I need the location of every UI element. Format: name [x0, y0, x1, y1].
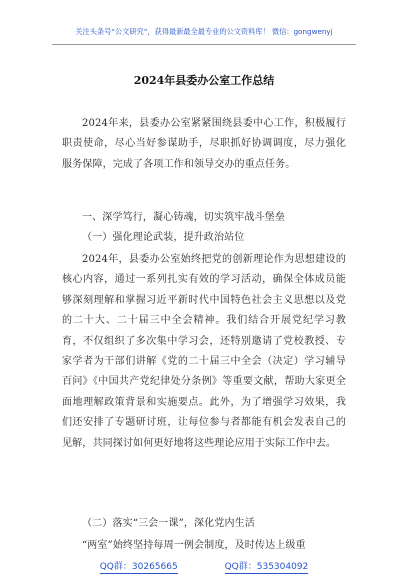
intro-paragraph: 2024年来，县委办公室紧紧围绕县委中心工作，积极履行职责使命，尽心当好参谋助手，尽职抓好协调调度，尽力强化服务保障，完成了各项工作和领导交办的重点任务。	[62, 118, 346, 170]
subsection-1-paragraph: 2024年，县委办公室始终把党的创新理论作为思想建设的核心内容，通过一系列扎实有效的学习活动，确保全体成员能够深刻理解和掌握习近平新时代中国特色社会主义思想以及党的二十大、二十届三中全会精神。我们结合开展党纪学习教育，不仅组织了多次集中学习会，还特别邀请了党校教授、专家学者为干部们讲解《党的二十届三中全会（决定）学习辅导百问》《中国共产党纪律处分条例》等重要文献，帮助大家更全面地理解政策背景和实施要点。此外，为了增强学习效果，我们还安排了专题研讨班，让每位参与者都能有机会发表自己的见解，共同探讨如何更好地将这些理论应用于实际工作中去。	[62, 254, 346, 449]
header-divider	[52, 44, 356, 45]
subsection-2-paragraph: “两室”始终坚持每周一例会制度，及时传达上级重	[82, 540, 306, 551]
promo-banner: 关注头条号“公文研究”，获得最新最全最专业的公文资料库！ 微信：gongwenyj	[75, 27, 333, 36]
footer	[0, 559, 408, 574]
subsection-heading-1: （一）强化理论武装，提升政治站位	[82, 232, 245, 243]
section-heading-1: 一、深学笃行，凝心铸魂，切实筑牢战斗堡垒	[82, 212, 285, 223]
qq-group-link-2[interactable]: QQ群：535304092	[225, 559, 309, 574]
document-title: 2024年县委办公室工作总结	[133, 74, 275, 87]
subsection-heading-2: （二）落实“三会一课”，深化党内生活	[82, 518, 255, 529]
qq-group-link-1[interactable]: QQ群：30265665	[100, 559, 178, 574]
